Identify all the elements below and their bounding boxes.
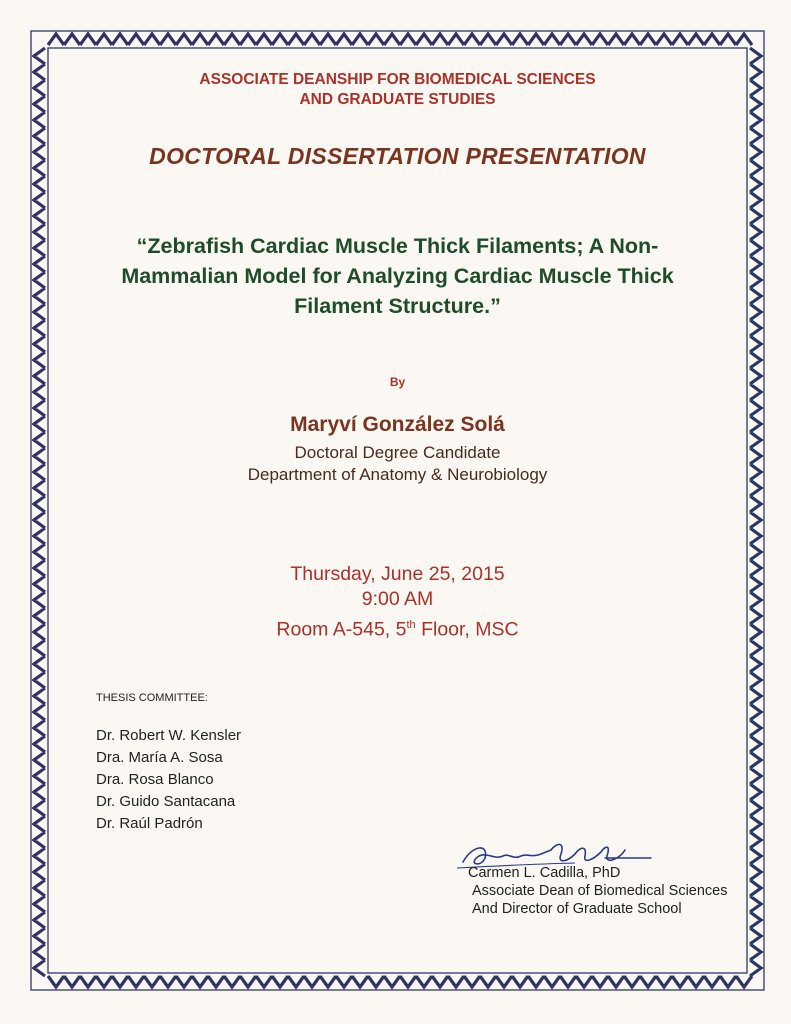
room-suffix: Floor, MSC: [415, 618, 519, 641]
committee-member: Dr. Raúl Padrón: [96, 815, 203, 832]
signatory-name: Carmen L. Cadilla, PhD: [468, 865, 621, 881]
floor-ordinal: th: [406, 619, 416, 631]
signatory-title-1: Associate Dean of Biomedical Sciences: [472, 883, 728, 899]
signatory-block: [468, 864, 728, 918]
committee-list: [96, 725, 241, 835]
committee-member: Dra. Rosa Blanco: [96, 771, 214, 788]
event-time: 9:00 AM: [361, 588, 434, 610]
title-line-3: Filament Structure.”: [294, 294, 501, 318]
header-line-1: ASSOCIATE DEANSHIP FOR BIOMEDICAL SCIENCES: [199, 71, 596, 88]
by-label: By: [389, 375, 406, 389]
candidate-role: Doctoral Degree Candidate: [294, 443, 501, 462]
header-line-2: AND GRADUATE STUDIES: [299, 91, 496, 108]
event-location: [40, 613, 755, 643]
candidate-name: Maryví González Solá: [290, 413, 505, 436]
committee-label: THESIS COMMITTEE:: [96, 692, 208, 704]
title-line-1: “Zebrafish Cardiac Muscle Thick Filaments; A Non-: [136, 234, 659, 258]
title-line-2: Mammalian Model for Analyzing Cardiac Muscle Thick: [121, 264, 674, 288]
committee-member: Dra. María A. Sosa: [96, 749, 223, 766]
presentation-type: DOCTORAL DISSERTATION PRESENTATION: [149, 143, 646, 169]
candidate-department: Department of Anatomy & Neurobiology: [247, 465, 548, 484]
event-date: Thursday, June 25, 2015: [290, 563, 505, 585]
committee-member: Dr. Guido Santacana: [96, 793, 236, 810]
committee-member: Dr. Robert W. Kensler: [96, 727, 242, 744]
dissertation-title: [40, 231, 755, 321]
room-prefix: Room A-545, 5: [276, 618, 407, 641]
signatory-title-2: And Director of Graduate School: [472, 901, 682, 917]
